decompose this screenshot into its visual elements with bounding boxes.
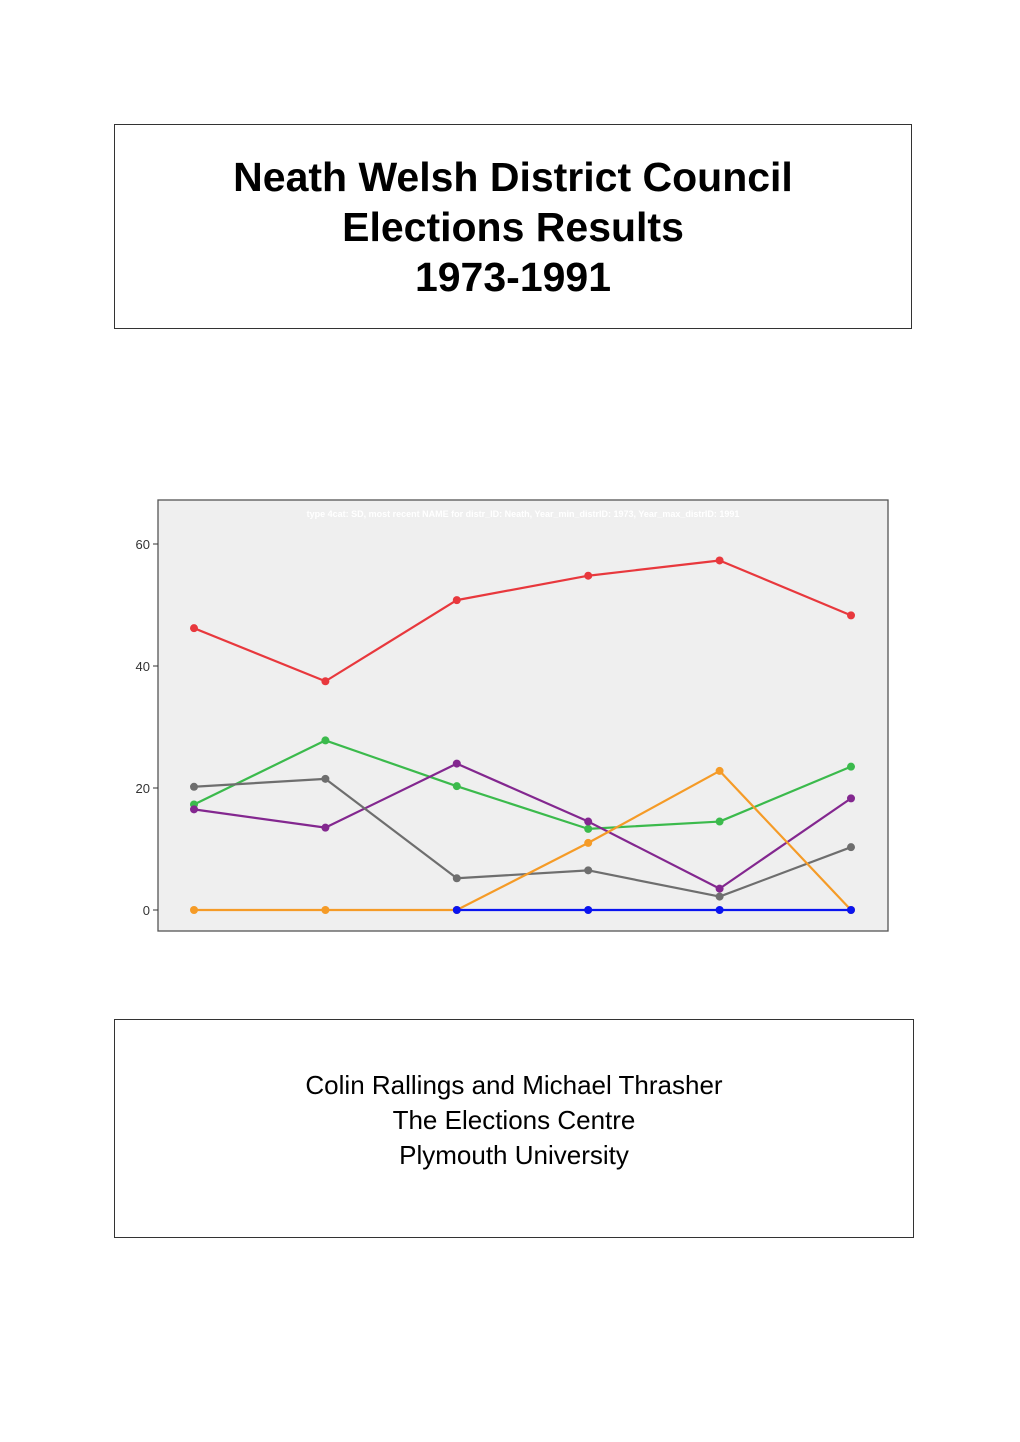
data-point: [453, 782, 461, 790]
data-point: [716, 893, 724, 901]
data-point: [584, 825, 592, 833]
plot-panel: [158, 500, 888, 931]
data-point: [453, 596, 461, 604]
data-point: [716, 818, 724, 826]
data-point: [453, 760, 461, 768]
chart-title: type 4cat: SD, most recent NAME for distr_ID: Neath, Year_min_distrID: 1973, Year_max_distrID: 1991: [306, 509, 740, 519]
line-chart: [110, 490, 900, 940]
data-point: [321, 677, 329, 685]
data-point: [847, 843, 855, 851]
chart-svg: [110, 490, 900, 940]
title-line-years: 1973-1991: [414, 253, 612, 300]
title-line-council: Neath Welsh District Council: [233, 153, 793, 200]
data-point: [190, 783, 198, 791]
title-line-results: Elections Results: [342, 203, 684, 250]
data-point: [716, 767, 724, 775]
data-point: [190, 624, 198, 632]
data-point: [321, 736, 329, 744]
title-box: [114, 124, 912, 329]
data-point: [584, 818, 592, 826]
data-point: [847, 763, 855, 771]
data-point: [847, 794, 855, 802]
data-point: [716, 885, 724, 893]
data-point: [584, 839, 592, 847]
data-point: [453, 874, 461, 882]
data-point: [190, 906, 198, 914]
data-point: [716, 906, 724, 914]
author-university: Plymouth University: [399, 1140, 629, 1170]
author-centre: The Elections Centre: [392, 1105, 636, 1135]
data-point: [321, 775, 329, 783]
data-point: [716, 556, 724, 564]
author-names: Colin Rallings and Michael Thrasher: [305, 1070, 723, 1100]
data-point: [847, 906, 855, 914]
data-point: [453, 906, 461, 914]
y-tick-label: 60: [135, 537, 150, 552]
data-point: [321, 906, 329, 914]
data-point: [584, 906, 592, 914]
data-point: [321, 824, 329, 832]
y-tick-label: 40: [135, 659, 150, 674]
data-point: [190, 805, 198, 813]
author-box: [114, 1019, 914, 1238]
y-tick-label: 20: [135, 781, 150, 796]
data-point: [584, 572, 592, 580]
y-tick-label: 0: [142, 903, 150, 918]
data-point: [584, 866, 592, 874]
data-point: [847, 611, 855, 619]
